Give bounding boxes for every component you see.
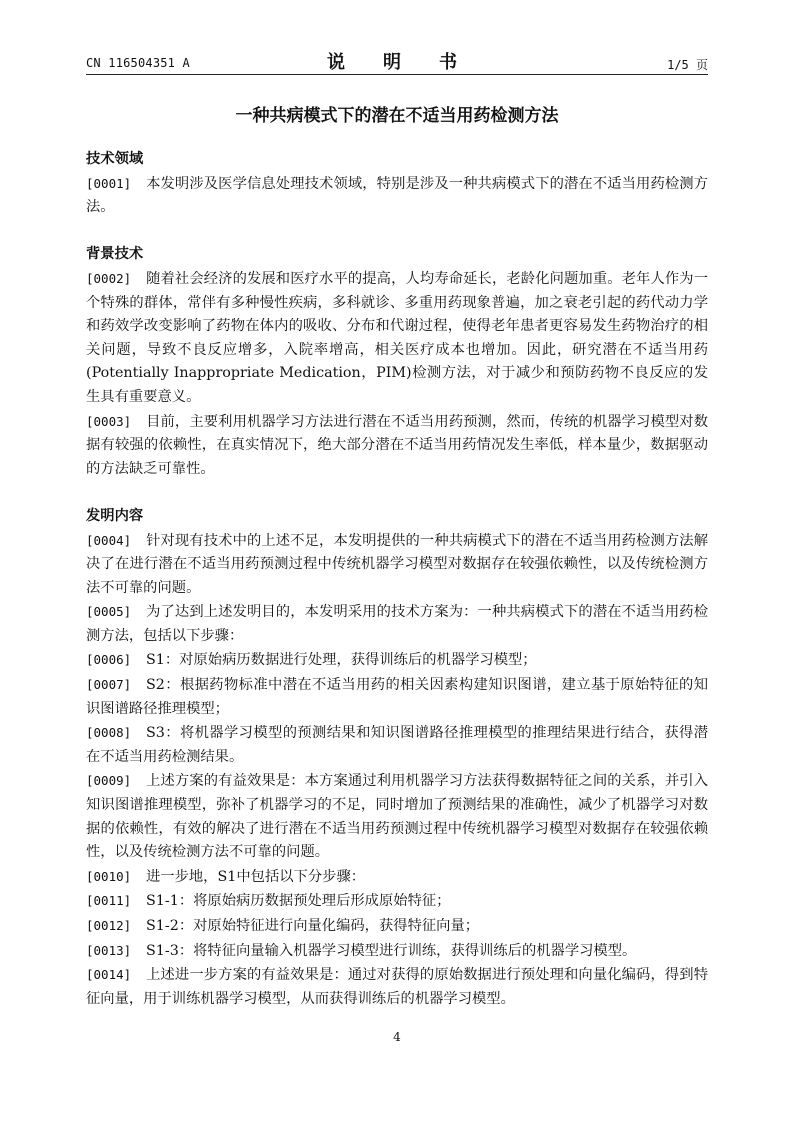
paragraph-text: S2：根据药物标准中潜在不适当用药的相关因素构建知识图谱，建立基于原始特征的知识图谱路径推理模型；	[86, 677, 708, 717]
publication-number: CN 116504351 A	[86, 56, 190, 70]
paragraph-number: [0010]	[86, 868, 132, 884]
section-background	[86, 243, 708, 481]
paragraph-text: 进一步地，S1中包括以下分步骤：	[146, 868, 366, 885]
paragraph	[86, 410, 708, 482]
paragraph	[86, 769, 708, 864]
paragraph-text: 上述进一步方案的有益效果是：通过对获得的原始数据进行预处理和向量化编码，得到特征向量，用于训练机器学习模型，从而获得训练后的机器学习模型。	[86, 967, 708, 1007]
paragraph	[86, 267, 708, 410]
paragraph-text: 本发明涉及医学信息处理技术领域，特别是涉及一种共病模式下的潜在不适当用药检测方法。	[86, 175, 708, 216]
paragraph-text: S3：将机器学习模型的预测结果和知识图谱路径推理模型的推理结果进行结合，获得潜在不适当用药检测结果。	[86, 725, 708, 765]
paragraph-number: [0009]	[86, 773, 132, 789]
document-body	[86, 148, 708, 1011]
paragraph-text: S1-2：对原始特征进行向量化编码，获得特征向量；	[146, 918, 480, 934]
paragraph-text: S1-3：将特征向量输入机器学习模型进行训练，获得训练后的机器学习模型。	[146, 942, 637, 959]
paragraph-number: [0008]	[86, 725, 132, 741]
paragraph-number: [0003]	[86, 413, 132, 429]
paragraph	[86, 529, 708, 601]
paragraph-text: 针对现有技术中的上述不足，本发明提供的一种共病模式下的潜在不适当用药检测方法解决了在进行潜在不适当用药预测过程中传统机器学习模型对数据存在较强依赖性，以及传统检测方法不可靠的问题。	[86, 532, 708, 596]
paragraph-number: [0014]	[86, 967, 132, 983]
paragraph	[86, 673, 708, 721]
page-count: 1/5 页	[667, 58, 708, 72]
paragraph-text: S1-1：将原始病历数据预处理后形成原始特征；	[146, 893, 451, 910]
page-number: 4	[393, 1030, 401, 1044]
paragraph-text: S1：对原始病历数据进行处理，获得训练后的机器学习模型；	[146, 652, 537, 669]
paragraph	[86, 865, 708, 890]
paragraph-number: [0004]	[86, 532, 132, 548]
paragraph	[86, 889, 708, 914]
paragraph-text: 上述方案的有益效果是：本方案通过利用机器学习方法获得数据特征之间的关系，并引入知识图谱推理模型，弥补了机器学习的不足，同时增加了预测结果的准确性，减少了机器学习对数据的依赖性，有效的解决了进行潜在不适当用药预测过程中传统机器学习模型对数据存在较强依赖性，以及传统检测方法不可靠的问题。	[86, 773, 708, 861]
section-technical-field	[86, 148, 708, 220]
paragraph	[86, 963, 708, 1011]
page-header	[86, 48, 708, 72]
section-summary	[86, 505, 708, 1011]
paragraph-number: [0005]	[86, 604, 132, 620]
paragraph-text: 随着社会经济的发展和医疗水平的提高，人均寿命延长，老龄化问题加重。老年人作为一个特殊的群体，常伴有多种慢性疾病，多科就诊、多重用药现象普遍，加之衰老引起的药代动力学和药效学改变影响了药物在体内的吸收、分布和代谢过程，使得老年患者更容易发生药物治疗的相关问题，导致不良反应增多，入院率增高，相关医疗成本也增加。因此，研究潜在不适当用药(Potentially Inappropriate Medication，PIM)检测方法，对于减少和预防药物不良反应的发生具有重要意义。	[86, 270, 708, 405]
paragraph-text: 为了达到上述发明目的，本发明采用的技术方案为：一种共病模式下的潜在不适当用药检测方法，包括以下步骤：	[86, 604, 708, 644]
section-heading: 技术领域	[86, 151, 144, 167]
paragraph-number: [0006]	[86, 652, 132, 668]
paragraph	[86, 172, 708, 220]
paragraph	[86, 648, 708, 673]
section-heading: 发明内容	[86, 507, 144, 524]
paragraph	[86, 939, 708, 964]
paragraph-number: [0002]	[86, 270, 132, 286]
section-heading: 背景技术	[86, 246, 144, 263]
paragraph-number: [0007]	[86, 677, 132, 693]
paragraph-text: 目前，主要利用机器学习方法进行潜在不适当用药预测，然而，传统的机器学习模型对数据有较强的依赖性，在真实情况下，绝大部分潜在不适当用药情况发生率低，样本量少，数据驱动的方法缺乏可靠性。	[86, 413, 708, 477]
document-title: 一种共病模式下的潜在不适当用药检测方法	[235, 106, 559, 126]
paragraph-number: [0011]	[86, 893, 132, 909]
paragraph	[86, 914, 708, 939]
paragraph-number: [0001]	[86, 175, 132, 191]
paragraph-number: [0013]	[86, 942, 132, 958]
document-type: 说 明 书	[327, 52, 467, 73]
paragraph-number: [0012]	[86, 918, 132, 933]
header-rule	[86, 74, 708, 75]
paragraph	[86, 600, 708, 648]
paragraph	[86, 721, 708, 769]
